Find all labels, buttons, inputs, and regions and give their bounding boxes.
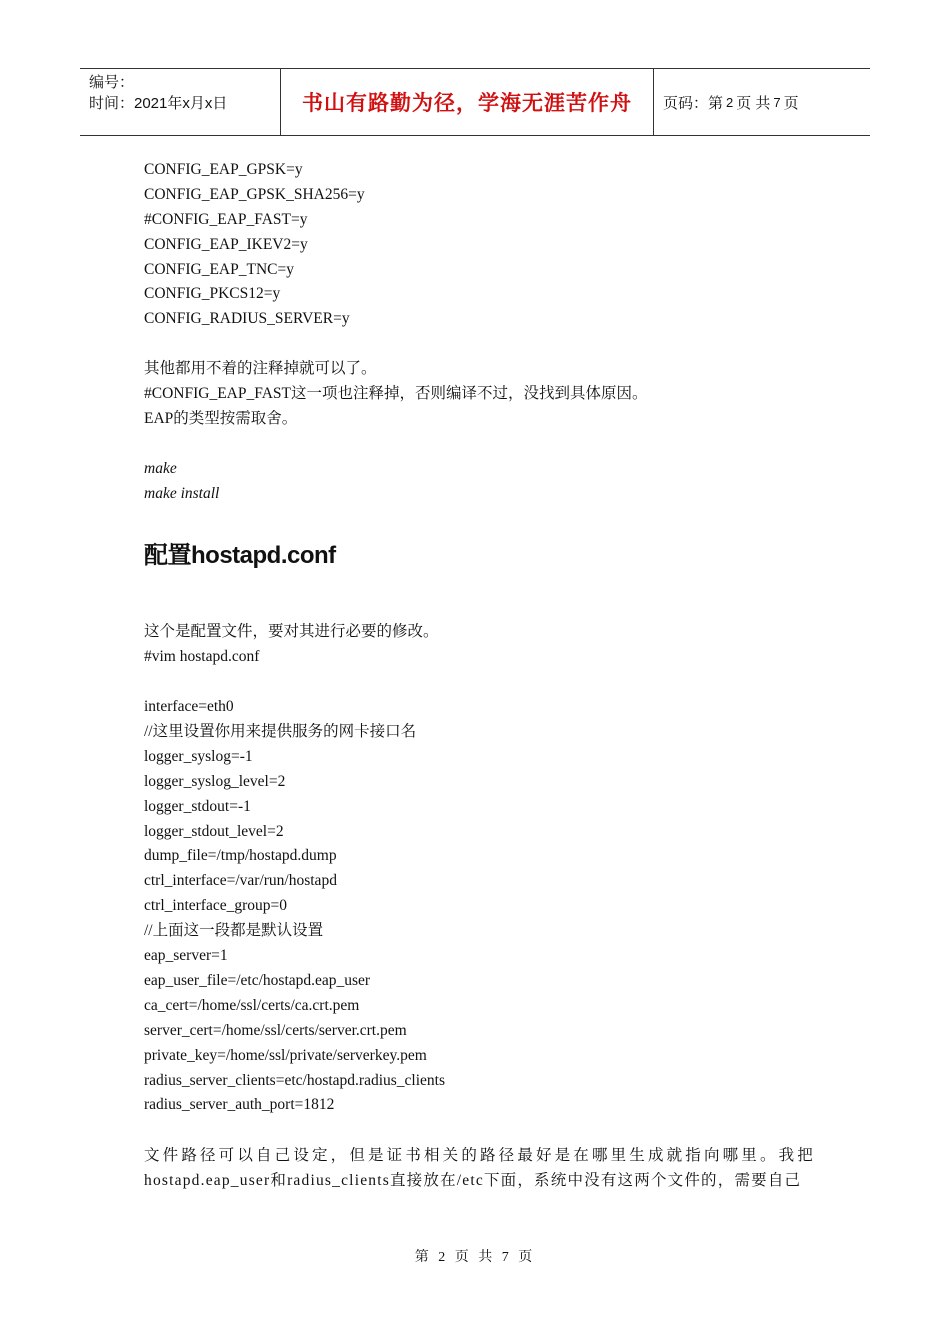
page-current: 2 [726, 94, 734, 110]
conf-line: logger_stdout_level=2 [144, 822, 284, 840]
section-heading: 配置hostapd.conf [144, 542, 336, 570]
config-block [144, 158, 814, 332]
header-motto: 书山有路勤为径，学海无涯苦作舟 [302, 91, 632, 115]
conf-comment: //这里设置你用来提供服务的网卡接口名 [144, 723, 417, 741]
command-line: make [144, 459, 177, 477]
config-line: CONFIG_EAP_IKEV2=y [144, 235, 308, 253]
note-line: #CONFIG_EAP_FAST这一项也注释掉，否则编译不过，没找到具体原因。 [144, 385, 648, 403]
header-page-info [654, 69, 870, 135]
conf-line: logger_syslog_level=2 [144, 772, 286, 790]
page-footer: 第 2 页 共 7 页 [414, 1250, 536, 1265]
document-body [144, 158, 814, 1193]
conf-line: logger_syslog=-1 [144, 747, 253, 765]
page-suffix: 页 [783, 94, 799, 112]
conf-line: ca_cert=/home/ssl/certs/ca.crt.pem [144, 996, 360, 1014]
config-line: CONFIG_EAP_GPSK=y [144, 161, 303, 178]
conf-line: radius_server_clients=etc/hostapd.radius_clients [144, 1071, 446, 1089]
conf-line: logger_stdout=-1 [144, 797, 251, 815]
intro-line: 这个是配置文件，要对其进行必要的修改。 [144, 623, 439, 641]
conf-line: server_cert=/home/ssl/certs/server.crt.pem [144, 1021, 407, 1039]
page-label: 页码：第 [663, 94, 724, 112]
config-line: CONFIG_RADIUS_SERVER=y [144, 310, 350, 328]
conf-line: dump_file=/tmp/hostapd.dump [144, 847, 337, 865]
conf-line: ctrl_interface_group=0 [144, 897, 288, 915]
closing-paragraph: 文件路径可以自己设定，但是证书相关的路径最好是在哪里生成就指向哪里。我把hostapd.eap_user和radius_clients直接放在/etc下面，系统中没有这两个文件的，需要自己 [144, 1147, 814, 1190]
command-line: make install [144, 484, 220, 502]
config-line: CONFIG_PKCS12=y [144, 285, 281, 303]
notes-block [144, 357, 814, 432]
conf-line: eap_user_file=/etc/hostapd.eap_user [144, 971, 371, 989]
document-header [80, 68, 870, 136]
config-line: CONFIG_EAP_GPSK_SHA256=y [144, 185, 365, 203]
config-line: CONFIG_EAP_TNC=y [144, 260, 294, 278]
intro-block [144, 620, 814, 670]
note-line: 其他都用不着的注释掉就可以了。 [144, 360, 377, 378]
page-mid: 页 共 [736, 94, 771, 112]
header-meta [80, 69, 281, 135]
conf-line: private_key=/home/ssl/private/serverkey.pem [144, 1046, 427, 1064]
document-date-label: 时间：2021年x月x日 [89, 95, 228, 112]
document-number-label: 编号： [89, 74, 135, 91]
conf-line: radius_server_auth_port=1812 [144, 1096, 335, 1114]
note-line: EAP的类型按需取舍。 [144, 409, 298, 427]
intro-line: #vim hostapd.conf [144, 648, 260, 666]
commands-block [144, 457, 814, 507]
page-total: 7 [773, 94, 781, 110]
config-line: #CONFIG_EAP_FAST=y [144, 210, 308, 228]
conf-comment: //上面这一段都是默认设置 [144, 922, 324, 940]
conf-line: eap_server=1 [144, 947, 228, 965]
conf-line: interface=eth0 [144, 698, 234, 716]
conf-block [144, 695, 814, 1118]
conf-line: ctrl_interface=/var/run/hostapd [144, 872, 337, 890]
header-motto-cell [281, 69, 654, 135]
